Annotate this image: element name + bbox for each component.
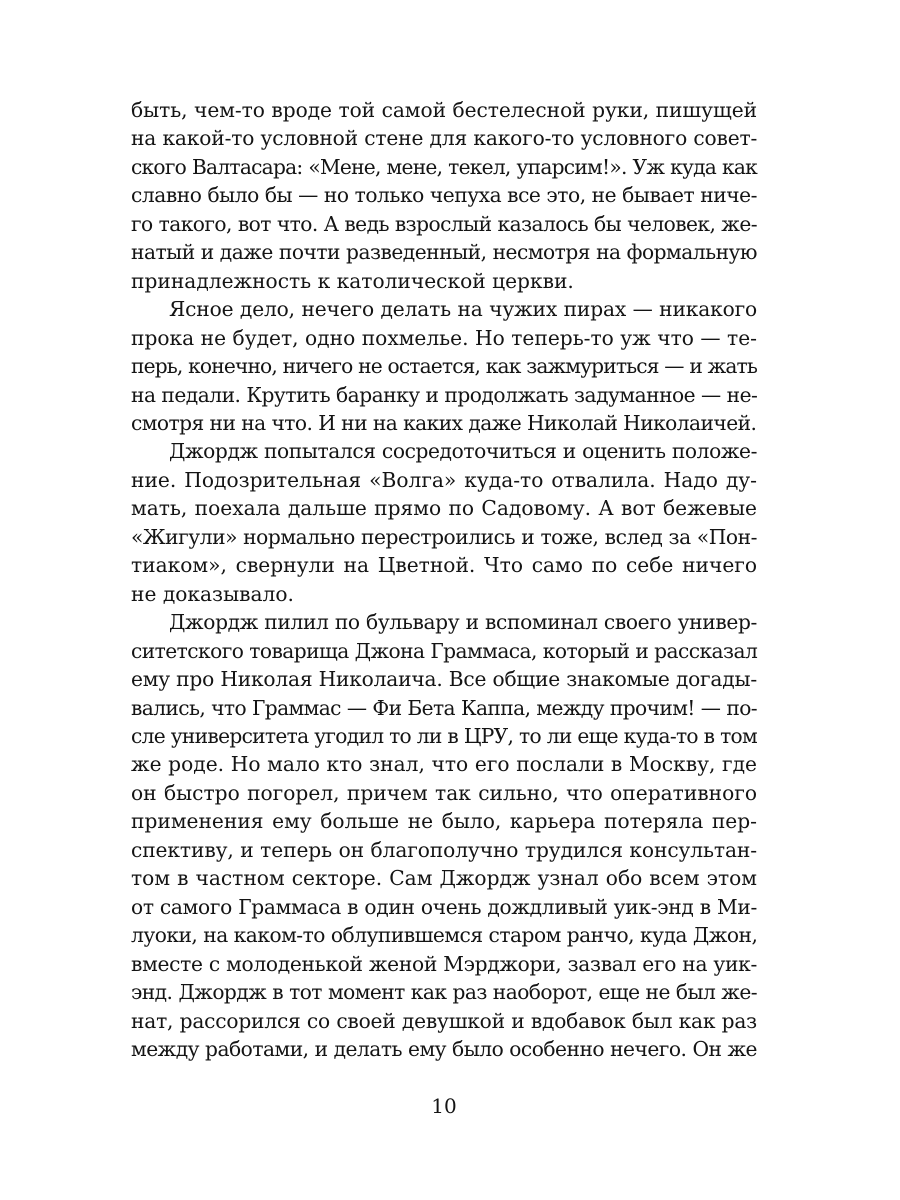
text-line: энд. Джордж в тот момент как раз наоборот, еще не был же-: [131, 980, 757, 1005]
text-line: вались, что Граммас — Фи Бета Каппа, между прочим! — по-: [131, 695, 757, 720]
text-line: между работами, и делать ему было особенно нечего. Он же: [131, 1036, 757, 1061]
text-line: луоки, на каком-то облупившемся старом ранчо, куда Джон,: [131, 923, 758, 948]
text-line: Джордж пилил по бульвару и вспоминал своего универ-: [169, 610, 757, 635]
paragraph: [131, 295, 757, 437]
text-line: применения ему больше не было, карьера потеряла пер-: [131, 809, 757, 834]
text-line: ситетского товарища Джона Граммаса, который и рассказал: [131, 638, 758, 663]
text-line: он быстро погорел, причем так сильно, что оперативного: [131, 780, 757, 805]
text-line: спективу, и теперь он благополучно трудился консультан-: [131, 837, 757, 862]
text-line: нат, рассорился со своей девушкой и вдобавок был как раз: [131, 1008, 757, 1033]
paragraph: [131, 96, 757, 295]
paragraph: [131, 437, 757, 608]
text-line: быть, чем-то вроде той самой бестелесной руки, пишущей: [131, 98, 757, 122]
text-line: том в частном секторе. Сам Джордж узнал обо всем этом: [131, 866, 757, 891]
text-line: сле университета угодил то ли в ЦРУ, то ли еще куда-то в том: [131, 723, 757, 748]
text-line: не доказывало.: [131, 581, 294, 606]
text-line: ему про Николая Николаича. Все общие знакомые догады-: [131, 667, 757, 692]
text-line: натый и даже почти разведенный, несмотря на формальную: [131, 240, 757, 265]
text-line: от самого Граммаса в один очень дождливый уик-энд в Ми-: [131, 894, 757, 919]
text-line: «Жигули» нормально перестроились и тоже, вслед за «Пон-: [131, 524, 757, 549]
text-line: го такого, вот что. А ведь взрослый казалось бы человек, же-: [131, 211, 757, 236]
text-line: вместе с молоденькой женой Мэрджори, зазвал его на уик-: [131, 951, 757, 976]
text-line: славно было бы — но только чепуха все это, не бывает ниче-: [131, 183, 757, 208]
text-line: мать, поехала дальше прямо по Садовому. А вот бежевые: [131, 496, 757, 521]
text-line: смотря ни на что. И ни на каких даже Николай Николаичей.: [131, 410, 757, 435]
text-line: перь, конечно, ничего не остается, как зажмуриться — и жать: [131, 354, 757, 379]
text-line: прока не будет, одно похмелье. Но теперь-то уж что — те-: [131, 325, 757, 350]
text-line: на какой-то условной стене для какого-то условного совет-: [131, 126, 758, 151]
text-line: принадлежность к католической церкви.: [131, 268, 574, 293]
text-line: Джордж попытался сосредоточиться и оценить положе-: [169, 439, 757, 464]
text-line: ние. Подозрительная «Волга» куда-то отвалила. Надо ду-: [131, 467, 757, 492]
paragraph: [131, 608, 757, 1063]
text-line: же роде. Но мало кто знал, что его послали в Москву, где: [131, 752, 757, 777]
body-text: [131, 96, 757, 1063]
page-number: 10: [431, 1094, 457, 1118]
text-line: ского Валтасара: «Мене, мене, текел, упарсим!». Уж куда как: [131, 154, 757, 179]
text-line: Ясное дело, нечего делать на чужих пирах — никакого: [169, 297, 757, 322]
text-line: тиаком», свернули на Цветной. Что само по себе ничего: [131, 553, 757, 578]
text-line: на педали. Крутить баранку и продолжать задуманное — не-: [131, 382, 758, 407]
